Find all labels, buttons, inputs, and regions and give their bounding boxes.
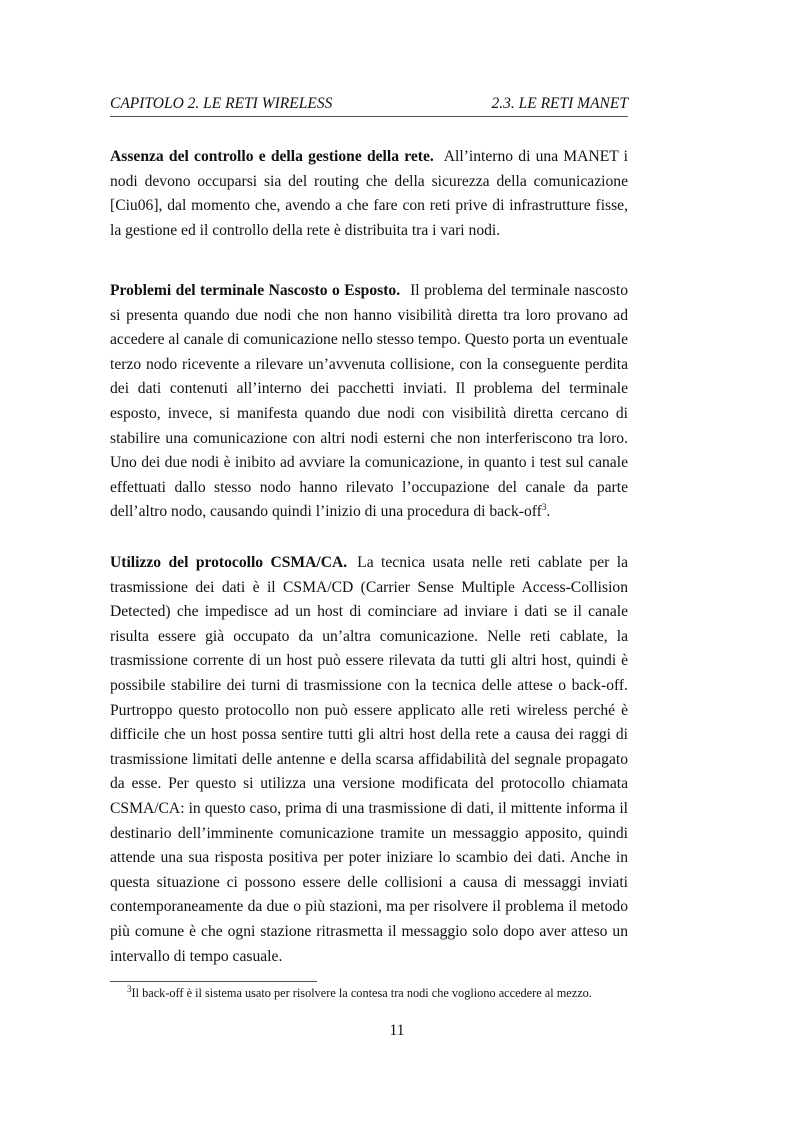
paragraph-body: La tecnica usata nelle reti cablate per la trasmissione dei dati è il CSMA/CD (Carrier Sense Multiple Access-Collision Detected) che impedisce ad un host di cominciare ad inviare i dati se il canale risulta essere già occupato da un’altra comunicazione. Nelle reti cablate, la trasmissione corrente di un host può essere rilevata da tutti gli altri host, quindi è possibile stabilire dei turni di trasmissione con la tecnica delle attese o back-off. Purtroppo questo protocollo non può essere applicato alle reti wireless perché è difficile che un host possa sentire tutti gli altri host della rete a causa dei raggi di trasmissione limitati delle antenne e della scarsa affidabilità del segnale propagato da esse. Per questo si utilizza una versione modificata del protocollo chiamata CSMA/CA: in questo caso, prima di una trasmissione di dati, il mittente informa il destinario dell’imminente comunicazione tramite un messaggio apposito, quindi attende una sua risposta positiva per poter iniziare lo scambio dei dati. Anche in questa situazione ci possono essere delle collisioni a causa di messaggi inviati contemporaneamente da due o più stazioni, ma per risolvere il problema il metodo più comune è che ogni stazione ritrasmetta il messaggio solo dopo aver atteso un intervallo di tempo casuale. <box>110 554 628 965</box>
paragraph-terminale-nascosto <box>110 279 628 525</box>
paragraph-end-punct: . <box>546 503 551 521</box>
paragraph-body: Il problema del terminale nascosto si presenta quando due nodi che non hanno visibilità diretta tra loro provano ad accedere al canale di comunicazione nello stesso tempo. Questo porta un eventuale terzo nodo ricevente a rilevare un’avvenuta collisione, con la conseguente perdita dei dati contenuti all’interno dei pacchetti inviati. Il problema del terminale esposto, invece, si manifesta quando due nodi con visibilità diretta cercano di stabilire una comunicazione con altri nodi esterni che non interferiscono tra loro. Uno dei due nodi è inibito ad avviare la comunicazione, in quanto i test sul canale effettuati dallo stesso nodo hanno rilevato l’occupazione del canale da parte dell’altro nodo, causando quindi l’inizio di una procedura di back-off <box>110 282 628 521</box>
paragraph-csma-ca <box>110 551 628 969</box>
header-section: 2.3. LE RETI MANET <box>491 95 628 112</box>
page-number: 11 <box>389 1022 405 1039</box>
paragraph-body: All’interno di una MANET i nodi devono occuparsi sia del routing che della sicurezza della comunicazione [Ciu06], dal momento che, avendo a che fare con reti prive di infrastrutture fisse, la gestione ed il controllo della rete è distribuita tra i vari nodi. <box>110 148 628 239</box>
paragraph-assenza-controllo <box>110 145 628 243</box>
footnote-text: Il back-off è il sistema usato per risolvere la contesa tra nodi che vogliono accedere al mezzo. <box>131 986 592 1000</box>
footnote-divider <box>110 981 317 982</box>
footnote-reference[interactable]: 3 <box>541 502 547 513</box>
running-header <box>110 94 628 117</box>
paragraph-heading: Utilizzo del protocollo CSMA/CA. <box>110 554 348 571</box>
paragraph-heading: Problemi del terminale Nascosto o Esposto. <box>110 282 401 299</box>
footnote-mark: 3 <box>127 983 132 994</box>
paragraph-heading: Assenza del controllo e della gestione della rete. <box>110 148 434 165</box>
header-chapter: CAPITOLO 2. LE RETI WIRELESS <box>110 95 333 112</box>
footnote <box>127 985 637 1002</box>
